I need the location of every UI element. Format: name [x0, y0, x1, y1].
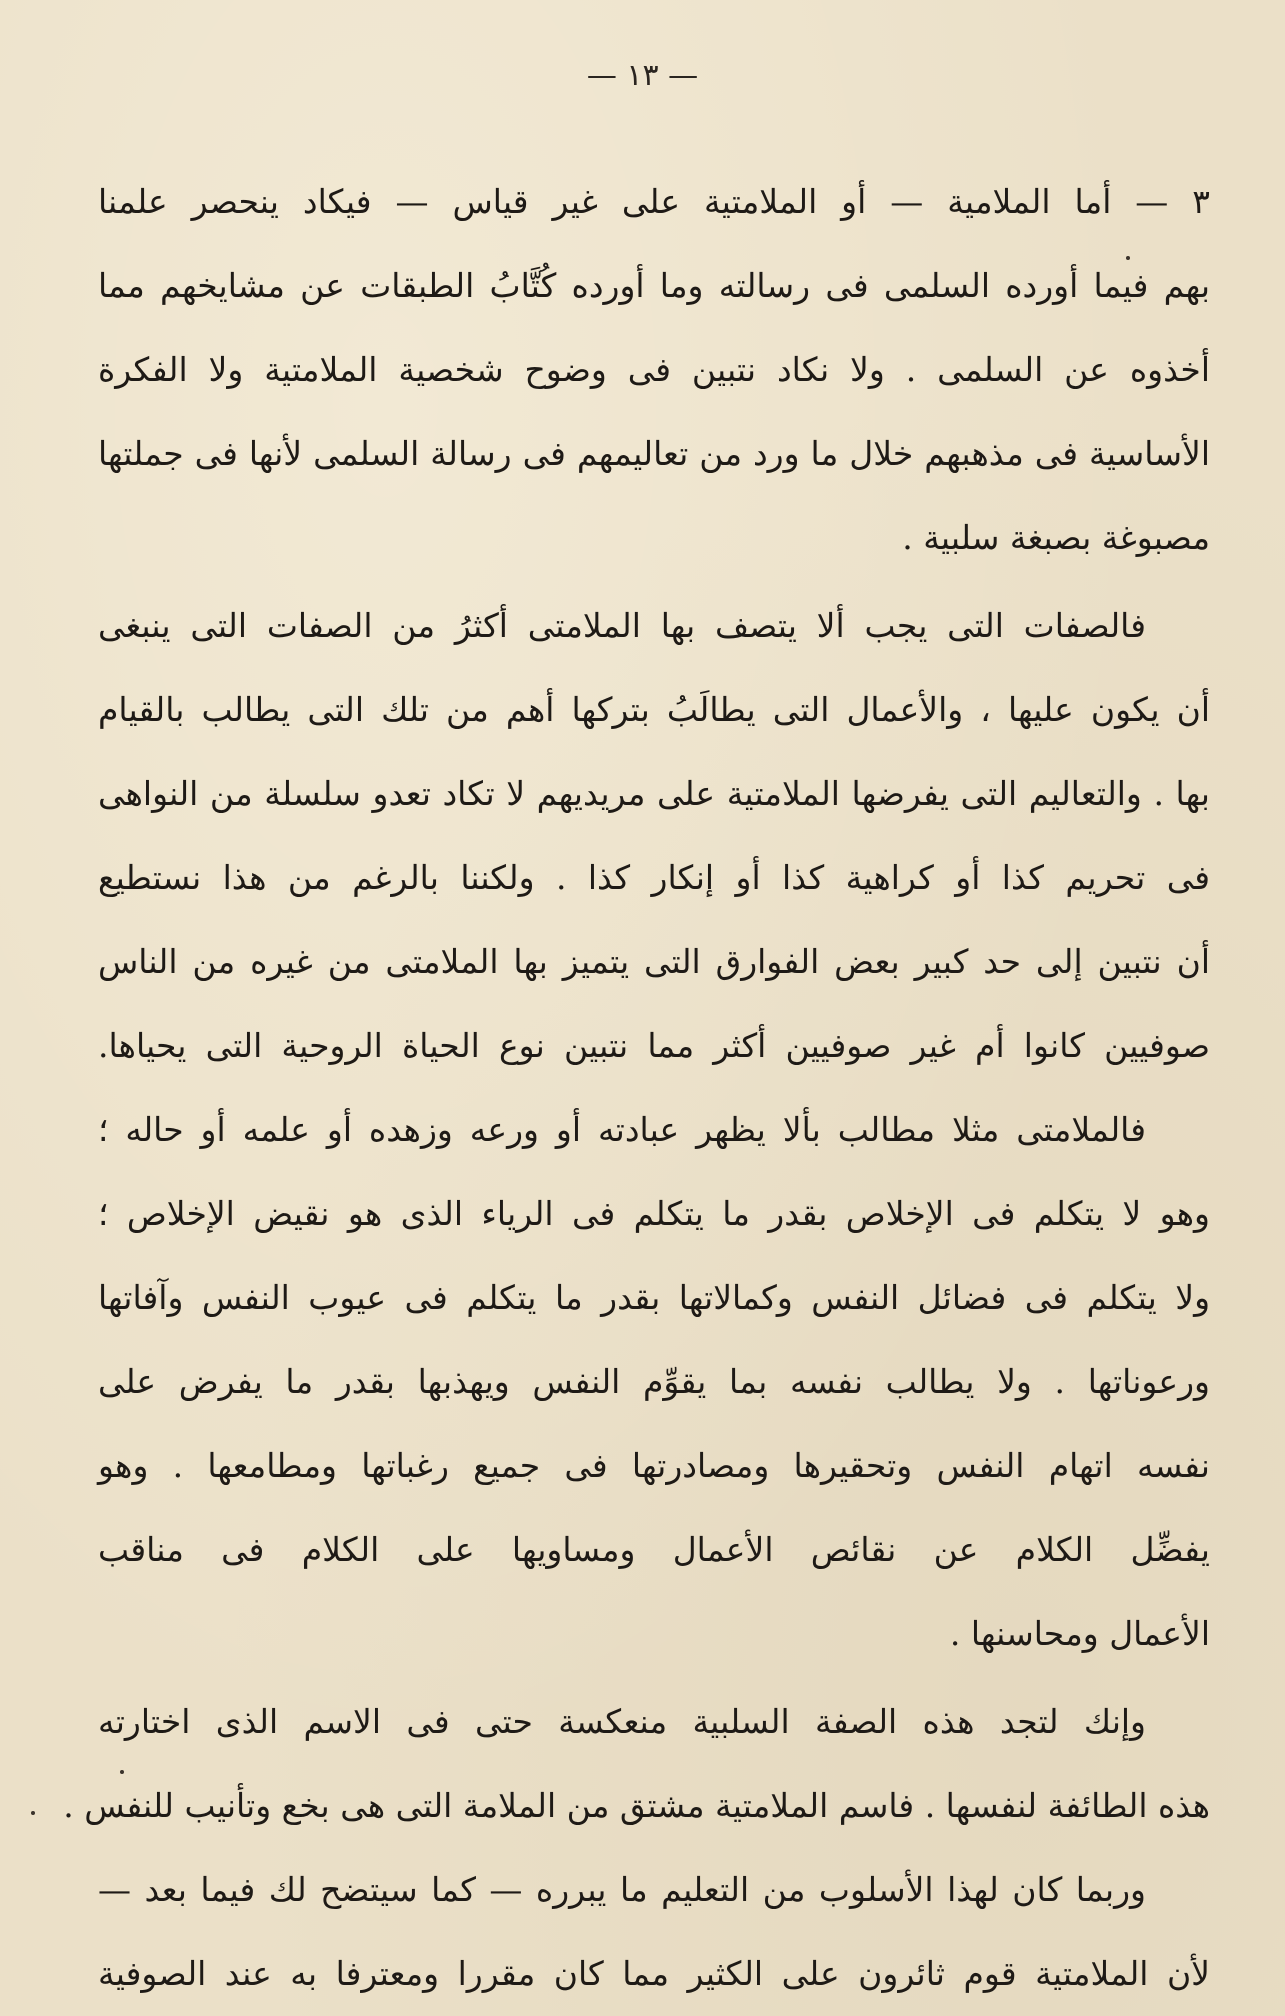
- text-line: فى تحريم كذا أو كراهية كذا أو إنكار كذا . ولكننا بالرغم من هذا نستطيع: [98, 858, 1210, 897]
- paragraph-1: [98, 160, 1210, 580]
- paper-speck: [120, 1770, 124, 1774]
- text-line: يفضِّل الكلام عن نقائص الأعمال ومساويها على الكلام فى مناقب: [98, 1530, 1210, 1569]
- text-line: الأساسية فى مذهبهم خلال ما ورد من تعاليمهم فى رسالة السلمى لأنها فى جملتها: [98, 434, 1210, 473]
- text-line: بها . والتعاليم التى يفرضها الملامتية على مريديهم لا تكاد تعدو سلسلة من النواهى: [98, 774, 1210, 813]
- paper-speck: [1126, 256, 1130, 260]
- paragraph-2: [98, 584, 1210, 1088]
- text-line: ٣ — أما الملامية — أو الملامتية على غير قياس — فيكاد ينحصر علمنا: [98, 182, 1210, 221]
- text-line: ورعوناتها . ولا يطالب نفسه بما يقوِّم النفس ويهذبها بقدر ما يفرض على: [98, 1362, 1210, 1401]
- text-line: أن يكون عليها ، والأعمال التى يطالَبُ بتركها أهم من تلك التى يطالب بالقيام: [98, 690, 1210, 729]
- text-line: أخذوه عن السلمى . ولا نكاد نتبين فى وضوح شخصية الملامتية ولا الفكرة: [98, 350, 1210, 389]
- text-line: لأن الملامتية قوم ثائرون على الكثير مما كان مقررا ومعترفا به عند الصوفية: [98, 1954, 1210, 1993]
- text-line: بهم فيما أورده السلمى فى رسالته وما أورده كُتَّابُ الطبقات عن مشايخهم مما: [98, 266, 1210, 305]
- paragraph-5: [98, 1848, 1210, 2016]
- text-line: فالصفات التى يجب ألا يتصف بها الملامتى أكثرُ من الصفات التى ينبغى: [98, 606, 1146, 645]
- text-line: فالملامتى مثلا مطالب بألا يظهر عبادته أو ورعه وزهده أو علمه أو حاله ؛: [98, 1110, 1146, 1149]
- text-line: وربما كان لهذا الأسلوب من التعليم ما يبرره — كما سيتضح لك فيما بعد —: [98, 1870, 1146, 1909]
- text-line: نفسه اتهام النفس وتحقيرها ومصادرتها فى جميع رغباتها ومطامعها . وهو: [98, 1446, 1210, 1485]
- text-line: ولا يتكلم فى فضائل النفس وكمالاتها بقدر ما يتكلم فى عيوب النفس وآفاتها: [98, 1278, 1210, 1317]
- text-line: هذه الطائفة لنفسها . فاسم الملامتية مشتق من الملامة التى هى بخع وتأنيب للنفس .: [63, 1786, 1210, 1825]
- text-line: الأعمال ومحاسنها .: [949, 1614, 1210, 1653]
- page-number: — ١٣ —: [586, 58, 699, 93]
- paper-speck: [31, 1811, 35, 1815]
- text-line: أن نتبين إلى حد كبير بعض الفوارق التى يتميز بها الملامتى من غيره من الناس: [98, 942, 1210, 981]
- text-line: وإنك لتجد هذه الصفة السلبية منعكسة حتى فى الاسم الذى اختارته: [98, 1702, 1146, 1741]
- paragraph-3: [98, 1088, 1210, 1676]
- paragraph-4: [63, 1680, 1210, 1848]
- text-line: صوفيين كانوا أم غير صوفيين أكثر مما نتبين نوع الحياة الروحية التى يحياها.: [98, 1026, 1210, 1065]
- body-text: [63, 160, 1210, 2016]
- text-line: مصبوغة بصبغة سلبية .: [902, 518, 1210, 557]
- text-line: وهو لا يتكلم فى الإخلاص بقدر ما يتكلم فى الرياء الذى هو نقيض الإخلاص ؛: [98, 1194, 1210, 1233]
